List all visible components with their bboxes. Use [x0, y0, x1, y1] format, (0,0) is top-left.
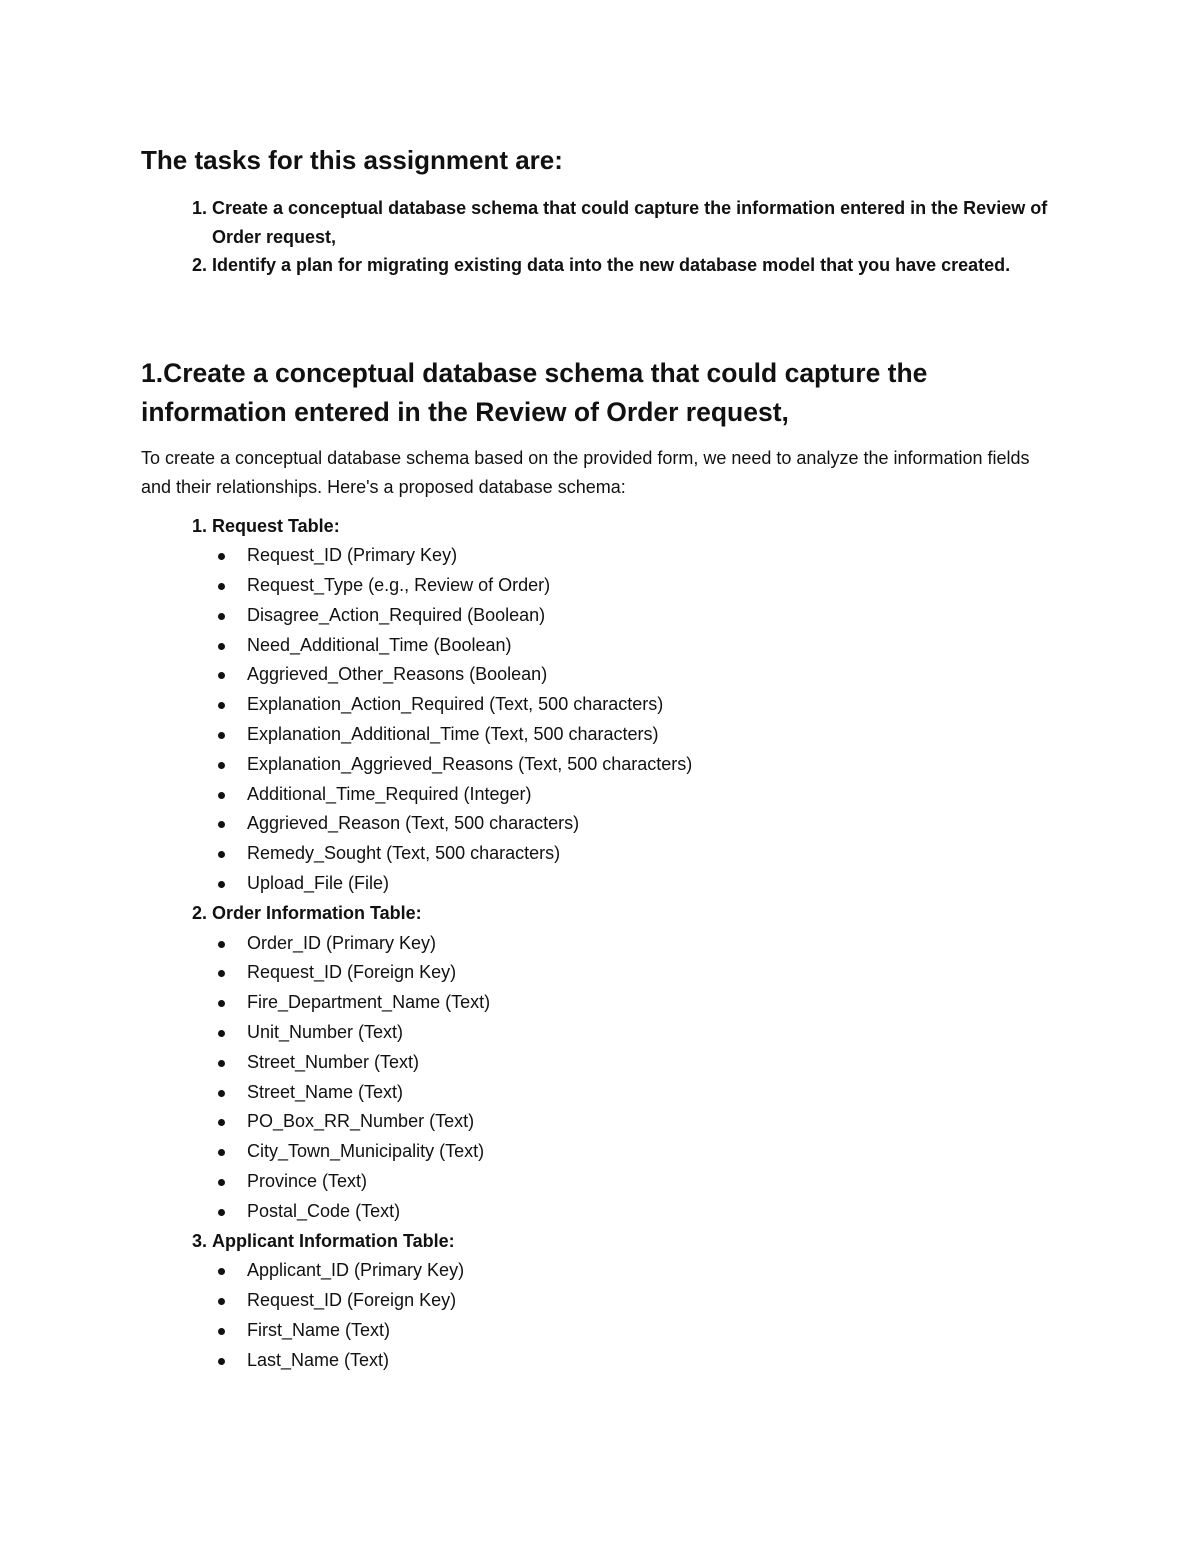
bullet-icon [218, 970, 225, 977]
bullet-icon [218, 1209, 225, 1216]
bullet-icon [218, 762, 225, 769]
table-title: Order Information Table: [212, 902, 422, 923]
field-name: Request_ID (Primary Key) [247, 545, 458, 566]
field-name: Additional_Time_Required (Integer) [247, 783, 532, 804]
section-heading: 1.Create a conceptual database schema that could capture the information entered in the Review of Order request, [141, 357, 928, 427]
field-name: First_Name (Text) [247, 1320, 391, 1341]
bullet-icon [218, 1060, 225, 1067]
document-content [141, 140, 1061, 1376]
field-item [247, 1346, 1061, 1376]
bullet-icon [218, 851, 225, 858]
table-title: Applicant Information Table: [212, 1230, 455, 1251]
table-item [212, 1227, 1061, 1376]
field-item [247, 809, 1061, 839]
field-name: Need_Additional_Time (Boolean) [247, 634, 512, 655]
field-name: Postal_Code (Text) [247, 1200, 401, 1221]
field-name: Applicant_ID (Primary Key) [247, 1260, 465, 1281]
field-item [247, 750, 1061, 780]
tasks-heading: The tasks for this assignment are: [141, 145, 563, 175]
field-item [247, 780, 1061, 810]
bullet-icon [218, 1149, 225, 1156]
bullet-icon [218, 732, 225, 739]
field-item [247, 929, 1061, 959]
bullet-icon [218, 881, 225, 888]
bullet-icon [218, 672, 225, 679]
field-name: Remedy_Sought (Text, 500 characters) [247, 843, 561, 864]
bullet-icon [218, 553, 225, 560]
field-item [247, 1137, 1061, 1167]
field-name: Explanation_Additional_Time (Text, 500 characters) [247, 724, 659, 745]
field-name: Request_ID (Foreign Key) [247, 1290, 457, 1311]
task-item: 2. Identify a plan for migrating existing data into the new database model that you have created. [212, 251, 1061, 280]
bullet-icon [218, 1298, 225, 1305]
bullet-icon [218, 1328, 225, 1335]
field-item [247, 571, 1061, 601]
field-name: Upload_File (File) [247, 873, 390, 894]
task-list [141, 194, 1061, 280]
table-item [212, 512, 1061, 899]
field-list [212, 929, 1061, 1227]
field-item [247, 1048, 1061, 1078]
field-name: Street_Name (Text) [247, 1081, 404, 1102]
field-name: Aggrieved_Reason (Text, 500 characters) [247, 813, 580, 834]
bullet-icon [218, 1119, 225, 1126]
field-name: Street_Number (Text) [247, 1051, 420, 1072]
bullet-icon [218, 583, 225, 590]
field-list [212, 541, 1061, 899]
field-name: PO_Box_RR_Number (Text) [247, 1111, 475, 1132]
field-item [247, 720, 1061, 750]
field-name: Fire_Department_Name (Text) [247, 992, 491, 1013]
bullet-icon [218, 613, 225, 620]
field-name: Unit_Number (Text) [247, 1022, 404, 1043]
bullet-icon [218, 1000, 225, 1007]
field-list [212, 1256, 1061, 1375]
field-name: Order_ID (Primary Key) [247, 932, 437, 953]
field-name: Request_ID (Foreign Key) [247, 962, 457, 983]
bullet-icon [218, 792, 225, 799]
field-name: City_Town_Municipality (Text) [247, 1141, 485, 1162]
field-item [247, 869, 1061, 899]
field-item [247, 1316, 1061, 1346]
field-item [247, 601, 1061, 631]
bullet-icon [218, 1090, 225, 1097]
field-name: Last_Name (Text) [247, 1349, 390, 1370]
field-item [247, 1197, 1061, 1227]
field-name: Aggrieved_Other_Reasons (Boolean) [247, 664, 548, 685]
field-item [247, 1018, 1061, 1048]
field-item [247, 660, 1061, 690]
bullet-icon [218, 821, 225, 828]
table-title: Request Table: [212, 515, 340, 536]
field-name: Disagree_Action_Required (Boolean) [247, 604, 546, 625]
field-name: Explanation_Aggrieved_Reasons (Text, 500 characters) [247, 753, 693, 774]
bullet-icon [218, 643, 225, 650]
field-name: Explanation_Action_Required (Text, 500 characters) [247, 694, 664, 715]
bullet-icon [218, 941, 225, 948]
field-name: Request_Type (e.g., Review of Order) [247, 575, 551, 596]
intro-paragraph: To create a conceptual database schema based on the provided form, we need to analyze the information fields and their relationships. Here's a proposed database schema: [141, 447, 1030, 497]
bullet-icon [218, 1030, 225, 1037]
field-item [247, 1078, 1061, 1108]
table-item [212, 899, 1061, 1227]
field-item [247, 839, 1061, 869]
bullet-icon [218, 1268, 225, 1275]
field-item [247, 958, 1061, 988]
bullet-icon [218, 702, 225, 709]
field-item [247, 1286, 1061, 1316]
field-item [247, 988, 1061, 1018]
bullet-icon [218, 1179, 225, 1186]
field-item [247, 690, 1061, 720]
field-item [247, 631, 1061, 661]
field-item [247, 1107, 1061, 1137]
bullet-icon [218, 1358, 225, 1365]
task-item: 1. Create a conceptual database schema that could capture the information entered in the Review of Order request, [212, 194, 1061, 251]
field-name: Province (Text) [247, 1171, 368, 1192]
table-list [141, 512, 1061, 1376]
field-item [247, 1167, 1061, 1197]
field-item [247, 1256, 1061, 1286]
field-item [247, 541, 1061, 571]
